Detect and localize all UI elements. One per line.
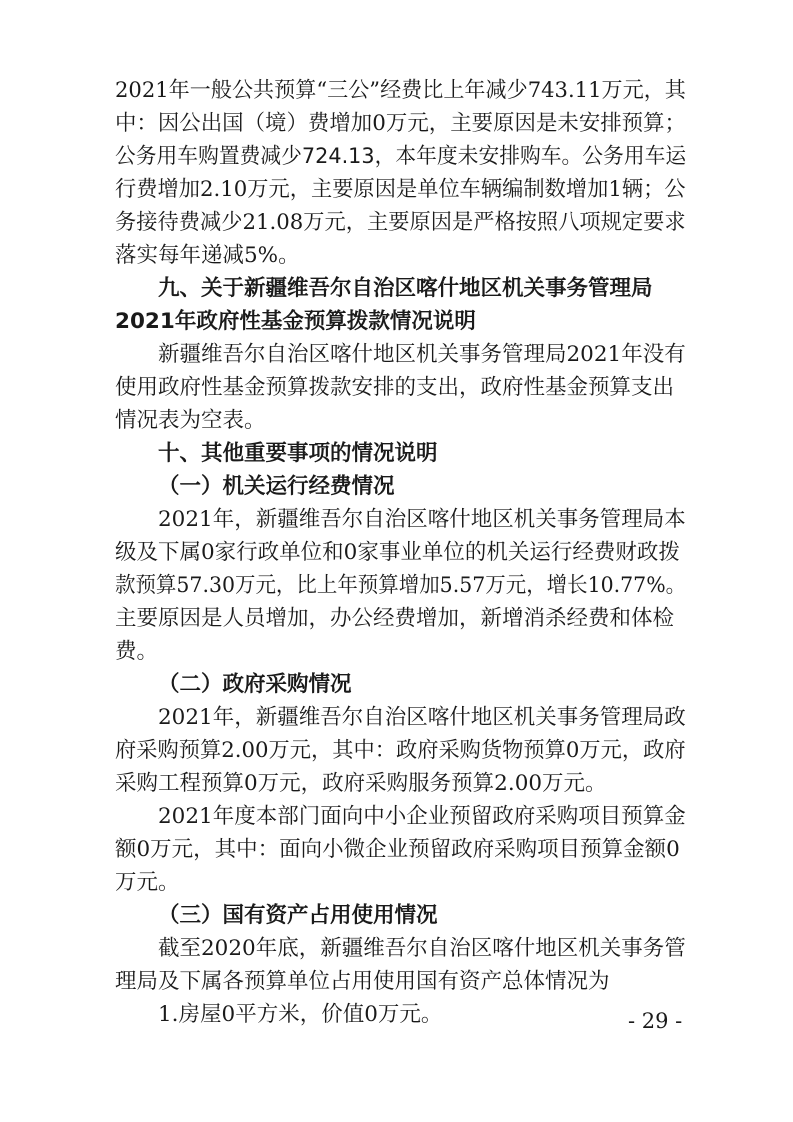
text-run: 。公务用车运 [561, 144, 687, 169]
paragraph-line: 截至2020年底，新疆维吾尔自治区喀什地区机关事务管 [158, 936, 686, 961]
section-heading: 2021年政府性基金预算拨款情况说明 [115, 309, 476, 334]
text-run: 公务用车购置费 [115, 144, 261, 169]
text-run: 增加 [329, 111, 373, 136]
text-run: 中：因公出国（境）费 [115, 111, 330, 136]
paragraph-line: 2021年度本部门面向中小企业预留政府采购项目预算金 [158, 804, 686, 829]
paragraph-line: 务接待费减少21.08万元，主要原因是严格按照八项规定要求 [115, 210, 686, 235]
paragraph-line: 行费增加2.10万元，主要原因是单位车辆编制数增加1辆；公 [115, 177, 686, 202]
subsection-heading: （二）政府采购情况 [158, 672, 352, 697]
page-number: - 29 - [628, 1009, 683, 1033]
paragraph-line: 落实每年递减5%。 [115, 243, 300, 268]
paragraph-line: 府采购预算2.00万元，其中：政府采购货物预算0万元，政府 [115, 738, 686, 763]
paragraph-line: 情况表为空表。 [115, 408, 266, 433]
paragraph-line: 2021年，新疆维吾尔自治区喀什地区机关事务管理局本 [158, 507, 686, 532]
subsection-heading: （三）国有资产占用使用情况 [158, 903, 438, 928]
paragraph-line [115, 109, 686, 139]
section-heading: 十、其他重要事项的情况说明 [158, 441, 438, 466]
paragraph-line: 额0万元，其中：面向小微企业预留政府采购项目预算金额0 [115, 837, 680, 862]
paragraph-line: 新疆维吾尔自治区喀什地区机关事务管理局2021年没有 [158, 342, 686, 367]
text-run: 减少724.13，本年度未安排购车 [260, 144, 562, 169]
paragraph-line: 2021年一般公共预算“三公”经费比上年减少743.11万元，其 [115, 78, 686, 103]
paragraph-line: 1.房屋0平方米，价值0万元。 [158, 1002, 443, 1027]
section-heading: 九、关于新疆维吾尔自治区喀什地区机关事务管理局 [158, 276, 653, 301]
paragraph-line: 万元。 [115, 870, 180, 895]
paragraph-line: 级及下属0家行政单位和0家事业单位的机关运行经费财政拨 [115, 540, 680, 565]
paragraph-line: 理局及下属各预算单位占用使用国有资产总体情况为 [115, 969, 610, 994]
paragraph-line: 使用政府性基金预算拨款安排的支出，政府性基金预算支出 [115, 375, 675, 400]
paragraph-line: 2021年，新疆维吾尔自治区喀什地区机关事务管理局政 [158, 705, 686, 730]
paragraph-line [115, 142, 686, 172]
paragraph-line: 费。 [115, 639, 159, 664]
text-run: 0万元，主要原因是未安排预算； [372, 111, 687, 136]
paragraph-line: 采购工程预算0万元，政府采购服务预算2.00万元。 [115, 771, 607, 796]
subsection-heading: （一）机关运行经费情况 [158, 474, 395, 499]
paragraph-line: 款预算57.30万元，比上年预算增加5.57万元，增长10.77%。 [115, 573, 687, 598]
paragraph-line: 主要原因是人员增加，办公经费增加，新增消杀经费和体检 [115, 606, 675, 631]
